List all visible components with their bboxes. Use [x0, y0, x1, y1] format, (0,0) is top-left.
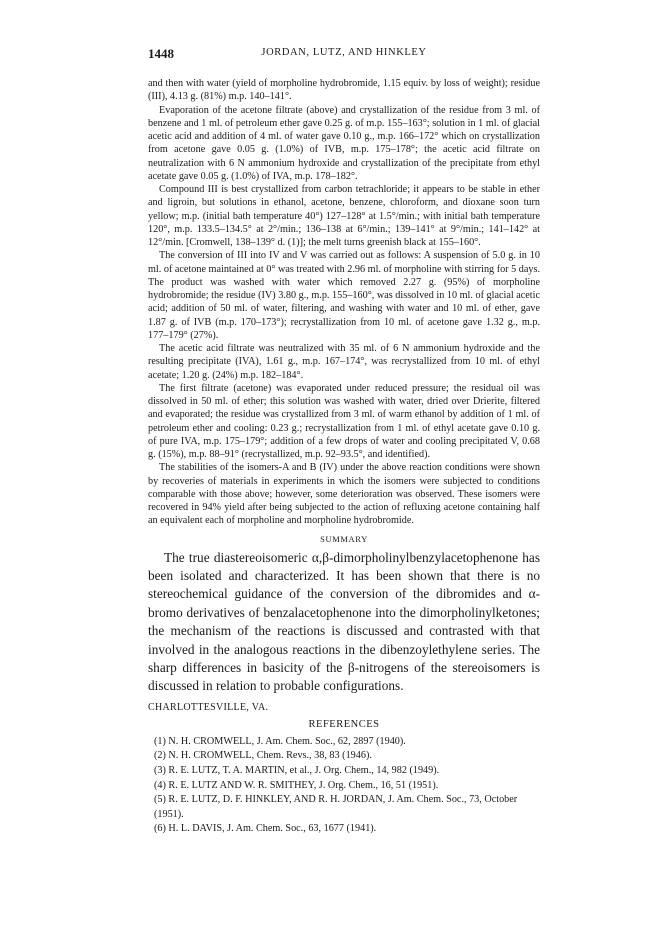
page-number: 1448	[148, 46, 174, 61]
paragraph-1: and then with water (yield of morpholine hydrobromide, 1.15 equiv. by loss of weight); residue (III), 4.13 g. (81%) m.p. 140–141°.	[148, 78, 540, 103]
paragraph-5: The acetic acid filtrate was neutralized with 35 ml. of 6 N ammonium hydroxide and the resulting precipitate (IVA), 1.61 g., m.p. 167–174°, was recrystallized from 10 ml. of ethyl acetate; 1.20 g. (24%) m.p. 182–184°.	[148, 343, 540, 381]
reference-item: (1) N. H. CROMWELL, J. Am. Chem. Soc., 62, 2897 (1940).	[154, 735, 406, 747]
summary-text: The true diastereoisomeric α,β-dimorpholinylbenzylacetophenone has been isolated and characterized. It has been shown that there is no stereochemical guidance of the conversion of the dibromides and α-bromo derivatives of benzalacetophenone into the dimorpholinylketones; the mechanism of the reactions is discussed and contrasted with that involved in the analogous reactions in the dibenzoylethylene series. The sharp differences in basicity of the β-nitrogens of the stereoisomers is discussed in relation to probable configurations.	[148, 549, 540, 694]
paragraph-6: The first filtrate (acetone) was evaporated under reduced pressure; the residual oil was dissolved in 50 ml. of ether; this solution was washed with water, dried over Drierite, filtered and evaporated; the residue was crystallized from 3 ml. of warm ethanol by addition of 1 ml. of petroleum ether and cooling: 0.23 g.; recrystallization from 1 ml. of ethyl acetate gave 0.10 g. of pure IVA, m.p. 175–179°; addition of a few drops of water and cooling precipitated V, 0.68 g. (15%), m.p. 88–91° (recrystallized, m.p. 92–93.5°, and identified).	[148, 382, 540, 460]
reference-item: (3) R. E. LUTZ, T. A. MARTIN, et al., J. Org. Chem., 14, 982 (1949).	[154, 764, 440, 776]
reference-item: (4) R. E. LUTZ AND W. R. SMITHEY, J. Org. Chem., 16, 51 (1951).	[154, 779, 439, 791]
reference-item: (2) N. H. CROMWELL, Chem. Revs., 38, 83 (1946).	[154, 750, 372, 762]
page-header	[148, 46, 540, 62]
author-location: CHARLOTTESVILLE, VA.	[148, 701, 269, 713]
summary-heading: SUMMARY	[320, 533, 368, 544]
reference-list	[148, 735, 540, 837]
article-body	[148, 77, 540, 837]
reference-item: (5) R. E. LUTZ, D. F. HINKLEY, AND R. H. JORDAN, J. Am. Chem. Soc., 73, October (1951).	[154, 794, 518, 820]
references-heading: REFERENCES	[308, 718, 380, 730]
paragraph-2: Evaporation of the acetone filtrate (above) and crystallization of the residue from 3 ml. of benzene and 1 ml. of petroleum ether gave 0.25 g. of m.p. 155–163°; solution in 1 ml. of glacial acetic acid and addition of 4 ml. of water gave 0.10 g., m.p. 166–172° which on crystallization from acetone gave 0.05 g. (1.0%) of IVB, m.p. 175–178°; the acetic acid filtrate on neutralization with 6 N ammonium hydroxide and crystallization of the precipitate from ethyl acetate gave 0.05 g. (1.0%) of IVA, m.p. 178–182°.	[148, 104, 540, 182]
paragraph-7: The stabilities of the isomers-A and B (IV) under the above reaction conditions were shown by recoveries of materials in experiments in which the isomers were subjected to conditions comparable with those above; however, some deterioration was observed. These isomers were recovered in 94% yield after being subjected to the action of refluxing acetone containing half an equivalent each of morpholine and morpholine hydrobromide.	[148, 462, 540, 527]
reference-item: (6) H. L. DAVIS, J. Am. Chem. Soc., 63, 1677 (1941).	[154, 823, 377, 835]
paragraph-3: Compound III is best crystallized from carbon tetrachloride; it appears to be stable in ether and ligroin, but solutions in ethanol, acetone, benzene, chloroform, and dioxane soon turn yellow; m.p. (initial bath temperature 40°) 127–128° at 1.5°/min.; with initial bath temperature 120°, m.p. 133.5–134.5° at 2°/min.; 136–138 at 6°/min.; 139–141° at 9°/min.; 141–142° at 12°/min. [Cromwell, 138–139° d. (1)]; the melt turns greenish black at 155–160°.	[148, 184, 540, 248]
paragraph-4: The conversion of III into IV and V was carried out as follows: A suspension of 5.0 g. in 10 ml. of acetone maintained at 0° was treated with 2.96 ml. of morpholine with stirring for 5 days. The product was washed with water which removed 2.27 g. (95%) of morpholine hydrobromide; the residue (IV) 3.80 g., m.p. 155–160°, was dissolved in 10 ml. of glacial acetic acid; addition of 50 ml. of water, filtering, and washing with water and 10 ml. of ether, gave 1.87 g. of IVB (m.p. 170–173°); recrystallization from 10 ml. of acetone gave 1.32 g., m.p. 177–179° (27%).	[148, 250, 540, 341]
running-title: JORDAN, LUTZ, AND HINKLEY	[261, 47, 427, 58]
